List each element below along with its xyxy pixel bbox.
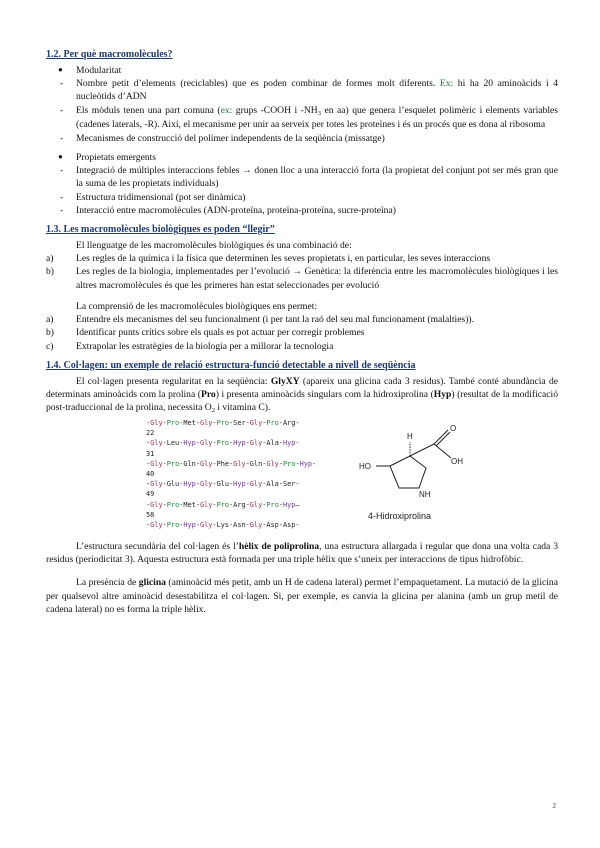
text: ) (resultat de la modificació post-traduccional de la prolina, necessita O [46,388,558,414]
subscript: 2 [211,407,215,415]
sequence-residue: -Gly- [146,419,167,428]
sequence-residue: 22 [146,429,155,438]
sequence-residue: Hyp [299,459,313,468]
sequence-residue: -Met- [179,500,200,509]
list-item [46,313,558,326]
paragraph: La comprensió de les macromolècules biològiques ens permet: [76,300,318,312]
text: La presència de [76,577,139,589]
modularitat-list [46,64,558,145]
section-heading-1-4: 1.4. Col·lagen: un exemple de relació estructura-funció detectable a nivell de seqüència [46,359,416,371]
page-number: 2 [552,802,556,810]
document-page [46,48,558,622]
list-item-text: grups -COOH i -NH [232,104,318,116]
sequence-line [146,449,316,459]
sequence-residue: - [229,439,234,448]
sequence-residue: - [162,500,167,509]
list-item-text: Les regles de la química i la física que determinen les seves propietats i, en particular, les seves interaccions [76,253,491,265]
sequence-residue: - [162,521,167,530]
sequence-residue: -Ala- [262,439,283,448]
dash-icon: - [60,204,64,216]
list-item-text: Propietats emergents [76,151,157,163]
sequence-residue: Gly [150,439,163,448]
sequence-residue: Hyp [183,439,196,448]
list-item [46,132,558,145]
sequence-residue: Pro [166,459,180,468]
list-item [46,265,558,291]
list-marker: c) [46,340,54,352]
sequence-residue: - [195,439,200,448]
paragraph: El llenguatge de les macromolècules biològiques és una combinació de: [76,239,352,251]
sequence-residue: -Gln- [245,459,267,468]
list-item [46,104,558,132]
bullet-icon: ● [58,151,63,161]
sequence-line [146,520,316,530]
sequence-residue: Gly [199,521,213,530]
sequence-residue: Gly [199,500,213,509]
sequence-residue: -Arg- [278,419,300,428]
language-list [46,252,558,292]
sequence-line [146,489,316,499]
sequence-line [146,438,316,448]
mol-atom: HO [359,462,371,472]
sequence-residue: Gly [199,480,213,489]
text: (aminoàcid més petit, amb un H de cadena lateral) permet l’empaquetament. La mutació de la glicina per qualsevol altre aminoàcid desestabilitza el col·lagen. Si, per exemple, es canvia la glicina per alanina (amb un grup metil de cadena lateral) no es forma la triple hèlix. [46,577,558,615]
sequence-residue: - [262,500,267,509]
sequence-residue: - [245,439,250,448]
list-item-text: Identificar punts crítics sobre els quals es pot actuar per corregir problemes [76,327,365,339]
dash-icon: - [60,165,64,177]
list-item [46,204,558,217]
sequence-residue: Gly [249,439,263,448]
sequence-residue: - [295,459,300,468]
list-item-text: Les regles de la biologia, implementades per l’evolució → Genètica: la diferència entre les macromolècules biològiques i les altres macromolècules és que les primeres han estat seleccionades per evolució [76,266,558,291]
sequence-residue: Hyp [233,480,246,489]
list-item-text: Extrapolar les estratègies de la biologia per a millorar la tecnologia [76,340,334,352]
example-label: Ex: [439,78,454,90]
sequence-line [146,418,316,428]
sequence-residue: -Ala-Ser- [262,480,300,489]
text: (apareix una glicina cada 3 residus). També conté abundància de determinats aminoàcids com la prolina ( [46,375,558,400]
section-heading-1-2: 1.2. Per què macromolècules? [46,49,173,60]
list-item [46,151,558,164]
sequence-residue: Gly [199,439,213,448]
sequence-residue: - [262,419,267,428]
subscript: 3 [317,109,321,117]
text: i vitamina C). [214,402,271,414]
list-item-text: Interacció entre macromolècules (ADN-proteïna, proteïna-proteïna, sucre-proteïna) [76,204,396,216]
list-marker: b) [46,266,54,278]
list-item-text: Entendre els mecanismes del seu funcionalment (i per tant la raó del seu mal funcionament (malalties)). [76,314,474,326]
bold-text: Pro [200,388,216,400]
sequence-residue: -Glu- [212,480,234,489]
sequence-residue: - [295,439,300,448]
sequence-residue: Pro [166,419,180,428]
list-item-text: Els mòduls tenen una part comuna ( [76,104,221,116]
sequence-residue: Gly [199,459,213,468]
sequence-residue: -Asp-Asp- [262,521,300,530]
sequence-residue: - [212,419,217,428]
paragraph [46,375,558,416]
pyrrolidine-ring [390,456,426,488]
sequence-line [146,510,316,520]
sequence-line [146,500,316,510]
sequence-residue: Gly [150,500,163,509]
sequence-residue: 40 [146,470,155,479]
dash-icon: - [60,104,64,116]
sequence-residue: Pro [282,459,296,468]
sequence-residue: Gly [150,480,163,489]
section-heading-1-3: 1.3. Les macromolècules biològiques es poden “llegir” [46,224,275,236]
sequence-line [146,479,316,489]
paragraph [46,576,558,616]
sequence-residue: Gly [249,500,263,509]
list-item [46,64,558,77]
sequence-residue: Gly [249,419,263,428]
sequence-residue: Hyp [233,439,246,448]
list-item [46,326,558,339]
list-item-text: hi ha 20 aminoàcids i 4 nucleòtids d’ADN [76,78,559,103]
sequence-line [146,459,316,469]
bold-text: hèlix de poliprolina [238,541,320,553]
sequence-residue: -Lys-Asn- [212,521,250,530]
sequence-residue: Gly [150,459,163,468]
sequence-residue: Pro [216,439,230,448]
list-item [46,77,558,103]
sequence-residue: Gly [266,459,279,468]
sequence-residue: -Phe- [212,459,234,468]
sequence-residue: Pro [166,521,180,530]
collagen-sequence [146,418,316,530]
molecule-caption: 4-Hidroxiprolina [368,511,432,522]
sequence-residue: 58 [146,510,155,519]
bold-text: GlyXY [270,375,300,387]
dash-icon: - [60,78,64,90]
list-item [46,191,558,204]
list-item-text: Modularitat [76,64,122,76]
example-label: ex: [220,104,233,116]
text: , una estructura allargada i regular que dona una volta cada 3 residus (periodicitat 3). Aquesta estructura està formada per una triple hèlix que s’uneix per interaccions de tipus hidrofòbic. [46,541,558,566]
sequence-residue: Pro [166,500,180,509]
list-marker: a) [46,253,54,265]
sequence-residue: 31 [146,449,155,458]
sequence-residue: Pro [216,500,230,509]
sequence-residue: Hyp [283,500,296,509]
sequence-residue: - [278,459,283,468]
list-item-text: Mecanismes de construcció del polímer independents de la seqüència (missatge) [76,132,385,144]
sequence-residue: Gly [199,419,213,428]
bold-text: Hyp [433,388,452,400]
comprehension-list [46,313,558,353]
list-item-text: en aa) que genera l’esquelet polimèric i elements variables (cadenes laterals, -R). Així, el mecanisme per unir aa serveix per totes les proteïnes i és un procés que es dona al ribosoma [76,104,559,131]
sequence-residue: Gly [150,521,163,530]
sequence-residue: Hyp [183,521,196,530]
sequence-residue: - [146,480,151,489]
sequence-residue: - [212,439,217,448]
dash-icon: - [60,191,64,203]
sequence-residue: - [146,500,151,509]
sequence-residue: - [245,480,250,489]
sequence-residue: - [278,500,283,509]
sequence-residue: - [312,459,317,468]
paragraph [46,540,558,566]
mol-atom: NH [419,490,431,500]
list-item-text: Estructura tridimensional (pot ser dinàmica) [76,191,246,203]
sequence-line [146,428,316,438]
sequence-residue: - [195,480,200,489]
dash-icon: - [60,132,64,144]
sequence-residue: Hyp [283,439,296,448]
bullet-icon: ● [58,64,63,74]
sequence-residue: - [212,500,217,509]
sequence-residue: - [195,521,200,530]
sequence-residue: -Ser- [229,419,250,428]
sequence-residue: 49 [146,490,155,499]
sequence-residue: Hyp [183,480,196,489]
sequence-residue: Pro [216,419,230,428]
list-item [46,164,558,190]
sequence-residue: -Arg- [229,500,250,509]
list-marker: b) [46,327,54,339]
text: El col·lagen presenta regularitat en la seqüència: [76,375,271,387]
emergents-list [46,151,558,217]
sequence-residue: -Glu- [162,480,184,489]
sequence-residue: - [146,439,151,448]
sequence-residue: Pro [266,500,279,509]
sequence-residue: -Leu- [162,439,184,448]
sequence-residue: - [146,459,151,468]
mol-atom: OH [451,457,463,467]
text: ) i presenta aminoàcids singulars com la hidroxiprolina ( [215,388,434,400]
list-item-text: Nombre petit d’elements (reciclables) que es poden combinar de formes molt diferents. [76,78,440,90]
collagen-figure [46,418,558,530]
sequence-residue: - [179,521,184,530]
list-item [46,340,558,353]
sequence-residue: Pro [266,419,279,428]
sequence-residue: - [162,459,167,468]
sequence-residue: Gly [233,459,246,468]
sequence-residue: -Met- [179,419,200,428]
sequence-residue: -Gln- [179,459,200,468]
sequence-residue: Gly [249,480,263,489]
text: L’estructura secundària del col·lagen és l’ [76,541,239,553]
mol-atom: H [407,432,413,442]
sequence-residue: — [295,500,300,509]
sequence-residue: - [146,521,151,530]
bold-text: glicina [138,577,166,589]
sequence-line [146,469,316,479]
list-item-text: Integració de múltiples interaccions febles → donen lloc a una interacció forta (la propietat del conjunt pot ser més gran que la suma de les propietats individuals) [76,165,558,190]
sequence-residue: Gly [249,521,263,530]
list-marker: a) [46,314,54,326]
mol-atom: O [450,424,457,434]
list-item [46,252,558,265]
